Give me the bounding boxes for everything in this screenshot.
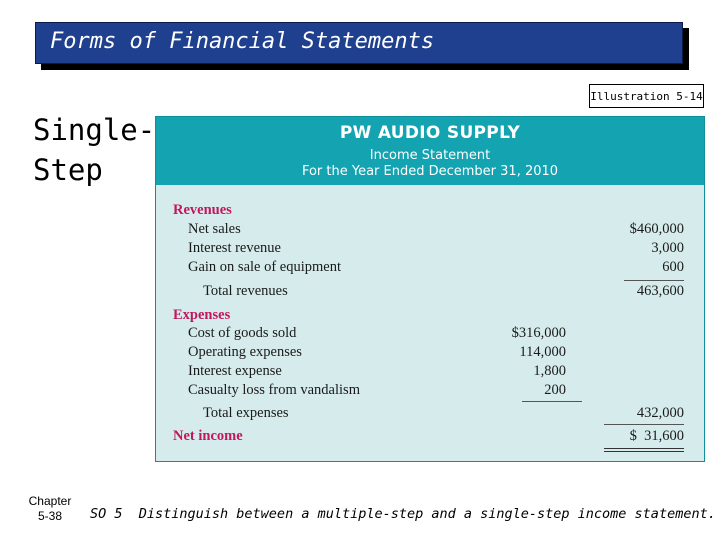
statement-period: For the Year Ended December 31, 2010 <box>301 164 559 179</box>
line-item-label: Operating expenses <box>188 344 302 360</box>
line-item-amount: 600 <box>662 259 684 275</box>
double-underline <box>604 448 684 452</box>
format-label-line2: Step <box>33 153 103 187</box>
slide-title-bar <box>35 22 683 64</box>
net-income-label: Net income <box>173 428 243 444</box>
revenues-heading-row <box>156 202 704 220</box>
format-label-line1: Single- <box>33 113 156 147</box>
chapter-label: Chapter <box>28 494 72 508</box>
line-item-row <box>156 240 704 258</box>
line-item-label: Interest revenue <box>188 240 281 256</box>
expenses-heading: Expenses <box>173 307 231 323</box>
income-statement <box>155 116 705 462</box>
line-item-label: Casualty loss from vandalism <box>188 382 360 398</box>
line-item-row <box>156 363 704 381</box>
line-item-amount: $316,000 <box>511 325 566 341</box>
line-item-amount: 1,800 <box>533 363 566 379</box>
company-name: PW AUDIO SUPPLY <box>339 123 521 143</box>
net-income-amount: $ 31,600 <box>629 428 684 444</box>
line-item-label: Interest expense <box>188 363 282 379</box>
subtotal-rule <box>604 424 684 425</box>
line-item-row <box>156 259 704 277</box>
illustration-tag: Illustration 5-14 <box>589 84 704 108</box>
page-number: 5-38 <box>37 509 63 523</box>
line-item-row <box>156 221 704 239</box>
statement-type: Income Statement <box>369 148 491 163</box>
line-item-row <box>156 344 704 362</box>
total-expenses-amount: 432,000 <box>636 405 684 421</box>
line-item-row <box>156 382 704 400</box>
line-item-label: Gain on sale of equipment <box>188 259 342 275</box>
total-revenues-amount: 463,600 <box>636 283 684 299</box>
chapter-footer <box>18 494 82 524</box>
line-item-label: Cost of goods sold <box>188 325 297 341</box>
subtotal-rule <box>522 401 582 402</box>
subtotal-rule <box>624 280 684 281</box>
study-objective: SO 5 Distinguish between a multiple-step and a single-step income statement. <box>90 506 716 522</box>
line-item-amount: 3,000 <box>651 240 684 256</box>
line-item-row <box>156 325 704 343</box>
line-item-amount: 114,000 <box>519 344 566 360</box>
total-expenses-label: Total expenses <box>203 405 289 421</box>
line-item-amount: $460,000 <box>629 221 684 237</box>
line-item-label: Net sales <box>188 221 241 237</box>
statement-header <box>156 117 704 185</box>
statement-format-label <box>33 110 155 190</box>
total-revenues-label: Total revenues <box>203 283 288 299</box>
slide-title: Forms of Financial Statements <box>50 29 435 54</box>
total-row <box>156 283 704 301</box>
net-income-row <box>156 428 704 446</box>
revenues-heading: Revenues <box>173 202 232 218</box>
total-row <box>156 405 704 423</box>
line-item-amount: 200 <box>544 382 566 398</box>
expenses-heading-row <box>156 307 704 325</box>
